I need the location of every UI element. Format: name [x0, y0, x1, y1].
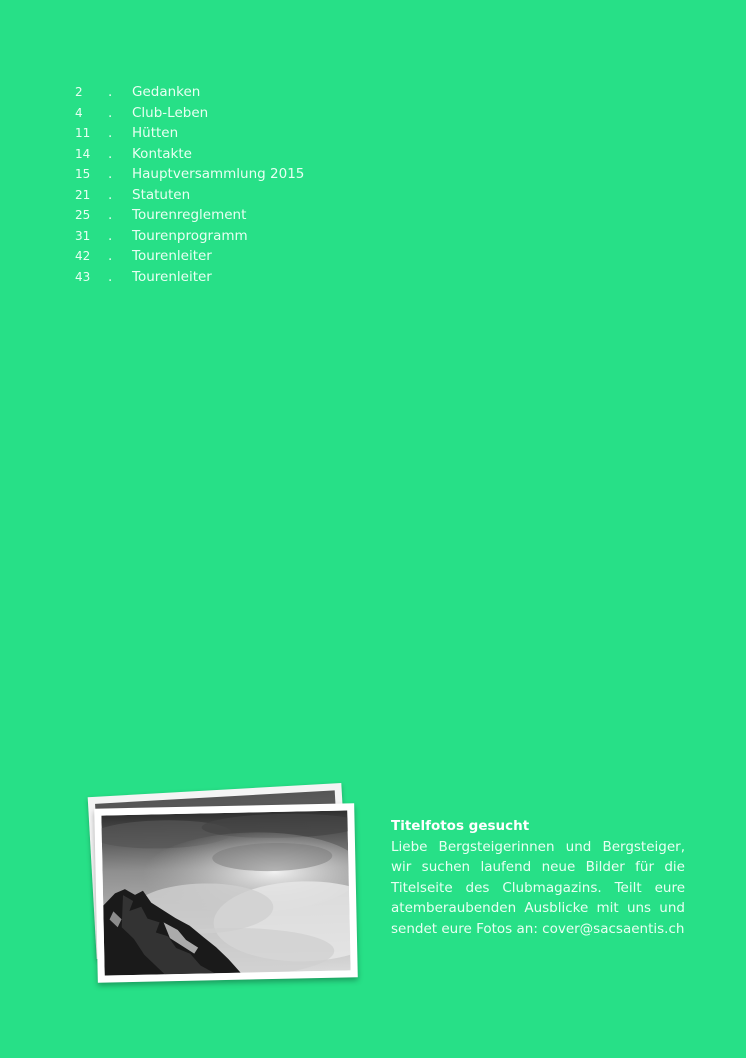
- toc-page-number: 42: [75, 249, 91, 263]
- toc-title: Hauptversammlung 2015: [132, 166, 305, 182]
- toc-separator: .: [108, 268, 113, 285]
- toc-title: Tourenleiter: [132, 268, 212, 285]
- toc-separator: .: [108, 145, 113, 162]
- toc-entry[interactable]: [75, 123, 395, 144]
- toc-title: Hütten: [132, 125, 179, 141]
- toc-separator: .: [108, 186, 113, 203]
- toc-page-number: 25: [75, 208, 91, 222]
- toc-title: Gedanken: [132, 84, 201, 100]
- toc-separator: .: [108, 248, 113, 264]
- title-photo-notice: [391, 816, 685, 940]
- table-of-contents: [75, 82, 395, 287]
- toc-title: Tourenleiter: [132, 248, 212, 264]
- toc-title: Tourenreglement: [132, 207, 247, 223]
- mountain-photo-icon: [101, 810, 350, 975]
- notice-body: Liebe Bergsteigerinnen und Bergsteiger, wir suchen laufend neue Bilder für die Titelseite des Clubmagazins. Teilt eure atemberaubenden Ausblicke mit uns und sendet eure Fotos an: cover@sacsaentis.ch: [391, 838, 685, 937]
- toc-entry[interactable]: [75, 205, 395, 226]
- toc-entry[interactable]: [75, 267, 395, 288]
- toc-entry[interactable]: [75, 82, 395, 103]
- toc-page-number: 2: [75, 85, 83, 99]
- photo-stack: [88, 780, 363, 985]
- toc-page-number: 43: [75, 269, 91, 284]
- toc-title: Kontakte: [132, 145, 192, 162]
- toc-title: Tourenprogramm: [132, 227, 248, 244]
- toc-separator: .: [108, 207, 113, 223]
- toc-page-number: 15: [75, 167, 91, 181]
- toc-separator: .: [108, 125, 113, 141]
- toc-entry[interactable]: [75, 246, 395, 267]
- toc-entry[interactable]: [75, 226, 395, 247]
- toc-page-number: 14: [75, 146, 91, 161]
- toc-entry[interactable]: [75, 144, 395, 165]
- toc-entry[interactable]: [75, 185, 395, 206]
- mountain-photo: [94, 803, 358, 982]
- toc-separator: .: [108, 166, 113, 182]
- toc-entry[interactable]: [75, 103, 395, 124]
- toc-page-number: 4: [75, 105, 83, 120]
- notice-title: Titelfotos gesucht: [391, 818, 530, 834]
- toc-title: Statuten: [132, 186, 191, 203]
- toc-page-number: 31: [75, 228, 91, 243]
- toc-separator: .: [108, 104, 113, 121]
- toc-page-number: 21: [75, 187, 91, 202]
- toc-title: Club-Leben: [132, 104, 209, 121]
- toc-entry[interactable]: [75, 164, 395, 185]
- toc-separator: .: [108, 227, 113, 244]
- toc-separator: .: [108, 84, 113, 100]
- toc-page-number: 11: [75, 126, 91, 140]
